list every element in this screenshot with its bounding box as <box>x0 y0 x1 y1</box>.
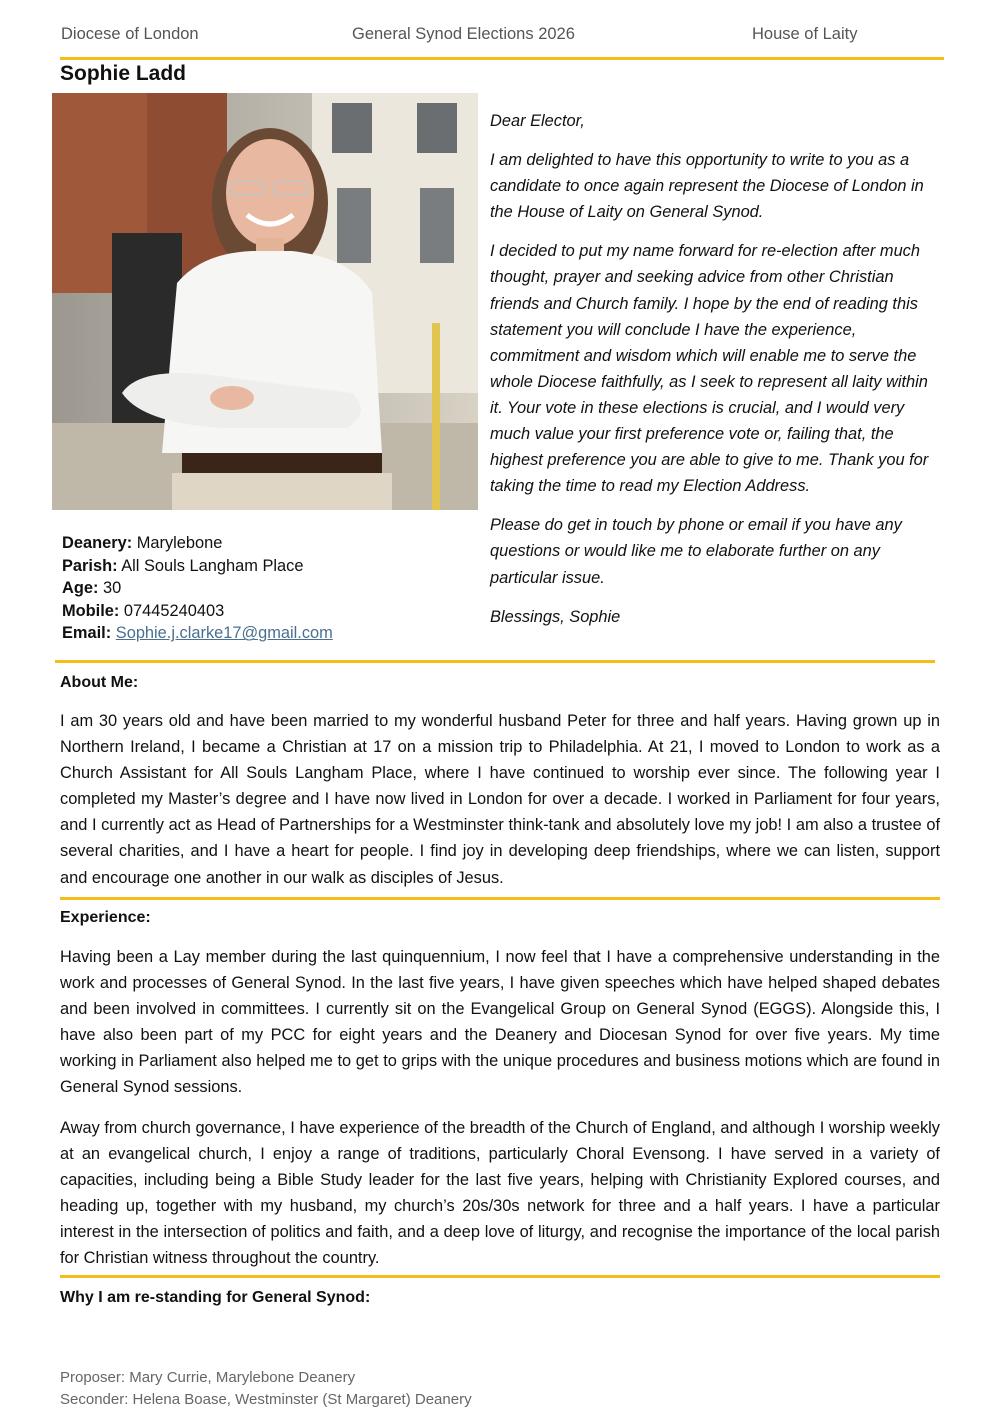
header-house: House of Laity <box>752 25 858 43</box>
detail-value: 30 <box>103 579 122 598</box>
about-title: About Me: <box>60 674 139 691</box>
section-rule <box>55 660 935 663</box>
letter-greeting: Dear Elector, <box>490 112 585 130</box>
about-text <box>60 708 940 905</box>
experience-text <box>60 944 940 1285</box>
letter-paragraph: Please do get in touch by phone or email if you have any questions or would like me to elaborate further on any particular issue. <box>490 516 902 587</box>
about-paragraph: I am 30 years old and have been married to my wonderful husband Peter for three and half years. Having grown up in Northern Ireland, I became a Christian at 17 on a mission trip to Philadelphia. At 21, I moved to London to work as a Church Assistant for All Souls Langham Place, where I have continued to worship ever since. The following year I completed my Master’s degree and I have now lived in London for over a decade. I worked in Parliament for four years, and I currently act as Head of Partnerships for a Westminster think-tank and absolutely love my job! I am also a trustee of several charities, and I have a heart for people. I find joy in developing deep friendships, where we can listen, support and encourage one another in our walk as disciples of Jesus. <box>60 712 940 887</box>
candidate-photo <box>52 93 478 510</box>
header-rule <box>60 57 944 60</box>
detail-email <box>62 622 333 645</box>
detail-age <box>62 577 333 600</box>
election-letter <box>490 108 938 643</box>
detail-value: All Souls Langham Place <box>121 556 304 575</box>
detail-label: Email: <box>62 624 112 643</box>
section-rule <box>60 1275 940 1278</box>
section-rule <box>60 897 940 900</box>
why-title: Why I am re-standing for General Synod: <box>60 1289 371 1306</box>
detail-mobile <box>62 600 333 623</box>
detail-label: Mobile: <box>62 601 120 620</box>
experience-paragraph: Having been a Lay member during the last quinquennium, I now feel that I have a comprehensive understanding in the work and processes of General Synod. In the last five years, I have given speeches which have helped shaped debates and been involved in committees. I currently sit on the Evangelical Group on General Synod (EGGS). Alongside this, I have also been part of my PCC for eight years and the Deanery and Diocesan Synod for over five years. My time working in Parliament also helped me to get to grips with the unique procedures and business motions which are found in General Synod sessions. <box>60 948 940 1097</box>
letter-signoff: Blessings, Sophie <box>490 607 621 626</box>
detail-value: 07445240403 <box>123 601 225 620</box>
detail-label: Age: <box>62 579 99 598</box>
experience-title: Experience: <box>60 909 151 926</box>
letter-paragraph: I decided to put my name forward for re-election after much thought, prayer and seeking advice from other Christian friends and Church family. I hope by the end of reading this statement you will conclude I have the experience, commitment and wisdom which will enable me to serve the whole Diocese faithfully, as I seek to represent all laity within it. Your vote in these elections is crucial, and I would very much value your first preference vote or, failing that, the highest preference you are able to give to me. Thank you for taking the time to read my Election Address. <box>490 242 929 496</box>
email-link[interactable]: Sophie.j.clarke17@gmail.com <box>115 624 333 643</box>
header-diocese: Diocese of London <box>61 25 199 43</box>
proposer-line: Proposer: Mary Currie, Marylebone Deanery <box>60 1369 356 1386</box>
letter-paragraph: I am delighted to have this opportunity to write to you as a candidate to once again represent the Diocese of London in the House of Laity on General Synod. <box>490 151 924 222</box>
detail-deanery <box>62 532 333 555</box>
candidate-name: Sophie Ladd <box>60 62 186 85</box>
candidate-details <box>62 532 333 645</box>
seconder-line: Seconder: Helena Boase, Westminster (St Margaret) Deanery <box>60 1391 472 1408</box>
detail-value: Marylebone <box>136 534 223 552</box>
detail-label: Parish: <box>62 556 118 575</box>
detail-label: Deanery: <box>62 534 133 552</box>
detail-parish <box>62 555 333 578</box>
experience-paragraph: Away from church governance, I have experience of the breadth of the Church of England, and although I worship weekly at an evangelical church, I enjoy a range of traditions, particularly Choral Evensong. I have served in a variety of capacities, including being a Bible Study leader for the last five years, helping with Christianity Explored courses, and heading up, together with my husband, my church’s 20s/30s network for three and a half years. I have a particular interest in the intersection of politics and faith, and a deep love of liturgy, and recognise the importance of the local parish for Christian witness throughout the country. <box>60 1118 940 1268</box>
header-election: General Synod Elections 2026 <box>352 25 575 43</box>
